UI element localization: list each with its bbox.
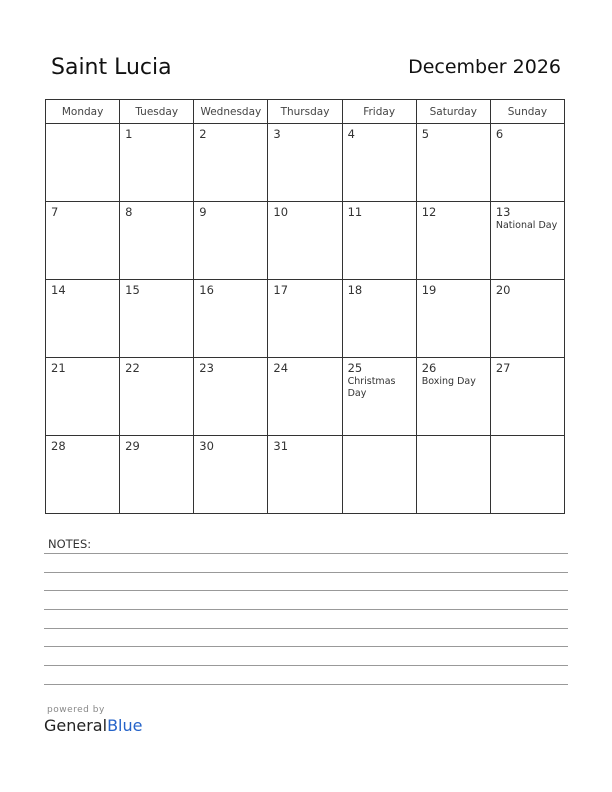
note-line xyxy=(44,665,568,666)
day-number: 7 xyxy=(51,205,59,219)
day-number: 19 xyxy=(421,283,437,297)
day-number: 26 xyxy=(421,361,437,375)
note-line xyxy=(44,646,568,647)
day-cell-content xyxy=(268,358,341,375)
powered-by-text: powered by xyxy=(47,705,105,715)
day-cell-content xyxy=(194,358,267,375)
note-line xyxy=(44,628,568,629)
day-cell xyxy=(120,280,194,358)
note-line xyxy=(44,684,568,685)
day-cell xyxy=(268,436,342,514)
day-cell-content xyxy=(343,436,416,439)
day-cell-content xyxy=(491,358,564,375)
day-cell-content xyxy=(268,124,341,141)
day-number: 11 xyxy=(347,205,363,219)
day-number: 17 xyxy=(273,283,289,297)
weekday-header-row xyxy=(46,100,565,124)
day-number: 14 xyxy=(51,283,66,297)
weekday-tuesday: Tuesday xyxy=(120,100,194,124)
holiday-label: Boxing Day xyxy=(421,376,476,387)
day-number: 18 xyxy=(347,283,363,297)
week-row xyxy=(46,124,565,202)
day-cell-content xyxy=(343,358,416,400)
day-cell xyxy=(120,358,194,436)
day-cell xyxy=(120,124,194,202)
weekday-saturday: Saturday xyxy=(416,100,490,124)
notes-label: NOTES: xyxy=(48,537,92,551)
day-cell-content xyxy=(46,280,119,297)
day-cell xyxy=(342,280,416,358)
day-cell xyxy=(46,436,120,514)
weekday-thursday: Thursday xyxy=(268,100,342,124)
day-cell-content xyxy=(194,124,267,141)
day-cell-content xyxy=(120,358,193,375)
day-number: 24 xyxy=(273,361,289,375)
day-cell xyxy=(490,202,564,280)
day-cell-content xyxy=(491,124,564,141)
day-cell xyxy=(194,436,268,514)
day-cell xyxy=(194,124,268,202)
day-cell xyxy=(194,202,268,280)
day-cell-content xyxy=(417,358,490,388)
day-cell-content xyxy=(46,124,119,127)
country-title: Saint Lucia xyxy=(51,55,172,80)
week-row xyxy=(46,358,565,436)
day-cell xyxy=(194,358,268,436)
day-cell xyxy=(268,280,342,358)
day-cell xyxy=(194,280,268,358)
weekday-sunday: Sunday xyxy=(490,100,564,124)
day-cell xyxy=(268,202,342,280)
day-number: 13 xyxy=(495,205,511,219)
day-number: 25 xyxy=(347,361,363,375)
day-number: 1 xyxy=(125,127,133,141)
day-number: 2 xyxy=(199,127,207,141)
day-number: 27 xyxy=(495,361,511,375)
day-cell xyxy=(46,202,120,280)
day-cell-content xyxy=(417,436,490,439)
day-number: 4 xyxy=(347,127,355,141)
day-cell-content xyxy=(120,124,193,141)
day-number: 22 xyxy=(125,361,140,375)
logo-blue: Blue xyxy=(107,716,143,735)
day-cell-content xyxy=(194,436,267,453)
day-cell-content xyxy=(120,202,193,219)
day-cell xyxy=(46,124,120,202)
day-cell xyxy=(490,280,564,358)
day-cell xyxy=(120,202,194,280)
generalblue-logo xyxy=(44,716,142,735)
day-cell-content xyxy=(46,436,119,453)
day-cell-content xyxy=(417,202,490,219)
day-number: 10 xyxy=(273,205,289,219)
day-cell-content xyxy=(268,280,341,297)
day-number: 5 xyxy=(421,127,430,141)
day-cell xyxy=(268,358,342,436)
day-cell-content xyxy=(120,280,193,297)
day-number: 16 xyxy=(199,283,214,297)
day-cell-content xyxy=(46,358,119,375)
day-cell xyxy=(490,436,564,514)
day-cell xyxy=(342,124,416,202)
day-cell-content xyxy=(417,124,490,141)
calendar-grid xyxy=(45,99,565,514)
weekday-friday: Friday xyxy=(342,100,416,124)
week-row xyxy=(46,280,565,358)
day-cell-content xyxy=(194,280,267,297)
day-cell-content xyxy=(491,280,564,297)
day-cell xyxy=(342,358,416,436)
day-number: 20 xyxy=(495,283,511,297)
day-cell-content xyxy=(268,436,341,453)
day-number: 31 xyxy=(273,439,289,453)
day-cell xyxy=(416,124,490,202)
holiday-label: National Day xyxy=(495,220,558,231)
day-cell xyxy=(268,124,342,202)
day-number: 15 xyxy=(125,283,140,297)
day-cell xyxy=(46,280,120,358)
day-number: 8 xyxy=(125,205,133,219)
weekday-wednesday: Wednesday xyxy=(194,100,268,124)
day-cell-content xyxy=(343,280,416,297)
day-cell-content xyxy=(491,436,564,439)
day-cell xyxy=(416,436,490,514)
day-number: 23 xyxy=(199,361,214,375)
week-row xyxy=(46,436,565,514)
day-number: 12 xyxy=(421,205,437,219)
day-cell-content xyxy=(343,202,416,219)
month-year-title: December 2026 xyxy=(408,56,561,78)
calendar-body xyxy=(46,124,565,514)
week-row xyxy=(46,202,565,280)
note-line xyxy=(44,572,568,573)
day-number: 30 xyxy=(199,439,214,453)
note-line xyxy=(44,590,568,591)
day-cell xyxy=(120,436,194,514)
day-number: 29 xyxy=(125,439,140,453)
note-line xyxy=(44,553,568,554)
day-cell-content xyxy=(268,202,341,219)
day-number: 3 xyxy=(273,127,281,141)
day-cell xyxy=(342,202,416,280)
holiday-label: Christmas Day xyxy=(347,376,396,399)
note-line xyxy=(44,609,568,610)
day-cell-content xyxy=(343,124,416,141)
day-cell-content xyxy=(491,202,564,232)
day-number: 9 xyxy=(199,205,207,219)
day-cell xyxy=(46,358,120,436)
day-number: 28 xyxy=(51,439,66,453)
day-cell xyxy=(490,358,564,436)
day-number: 6 xyxy=(495,127,504,141)
day-cell-content xyxy=(417,280,490,297)
day-cell-content xyxy=(120,436,193,453)
day-cell xyxy=(416,202,490,280)
day-cell-content xyxy=(46,202,119,219)
weekday-monday: Monday xyxy=(46,100,120,124)
day-number: 21 xyxy=(51,361,66,375)
day-cell xyxy=(490,124,564,202)
day-cell xyxy=(342,436,416,514)
day-cell-content xyxy=(194,202,267,219)
logo-general: General xyxy=(44,716,108,735)
day-cell xyxy=(416,280,490,358)
day-cell xyxy=(416,358,490,436)
